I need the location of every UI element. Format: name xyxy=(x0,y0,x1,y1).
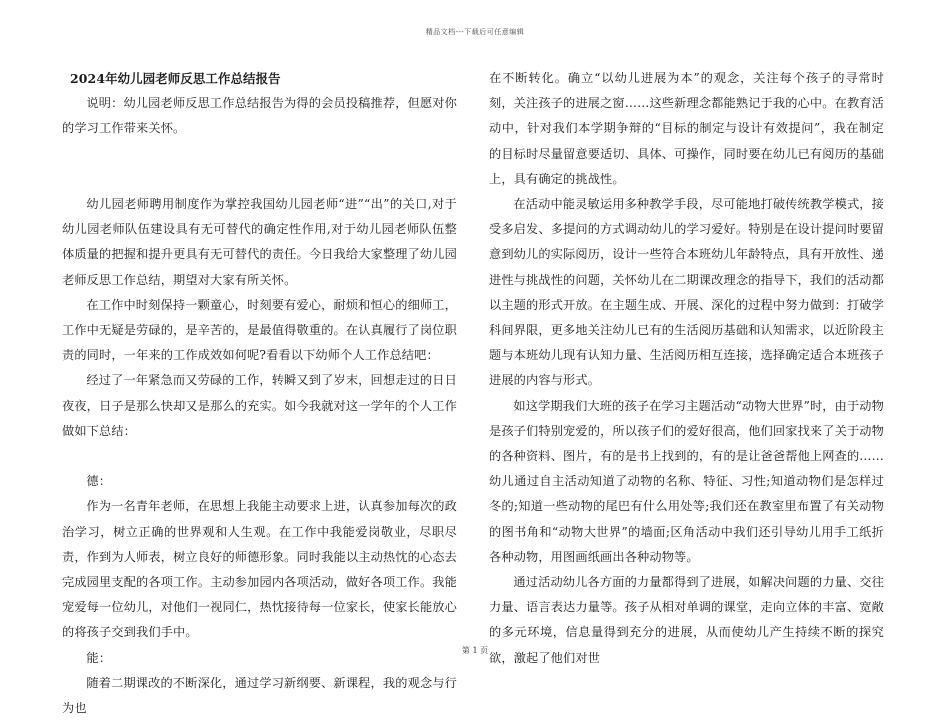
left-text-column xyxy=(62,66,457,721)
paragraph: 在工作中时刻保持一颗童心，时刻要有爱心，耐烦和恒心的细师工，工作中无疑是劳碌的，是辛苦的，是最值得敬重的。在认真履行了岗位职责的同时，一年来的工作成效如何呢?看看以下幼师个人工作总结吧： xyxy=(62,297,457,363)
paragraph: 作为一名青年老师，在思想上我能主动要求上进，认真参加每次的政治学习，树立正确的世界观和人生观。在工作中我能爱岗敬业，尽职尽责，作到为人师表，树立良好的师德形象。同时我能以主动热忱的心态去完成园里支配的各项工作。主动参加园内各项活动，做好各项工作。我能宠爱每一位幼儿，对他们一视同仁，热忱接待每一位家长，使家长能放心的将孩子交到我们手中。 xyxy=(62,499,457,640)
paragraph-intro: 说明：幼儿园老师反思工作总结报告为得的会员投稿推荐，但愿对你的学习工作带来关怀。 xyxy=(62,96,457,136)
blank-line xyxy=(62,142,457,167)
paragraph: 经过了一年紧急而又劳碌的工作，转瞬又到了岁末，回想走过的日日夜夜，日子是那么快却又是那么的充实。如今我就对这一学年的个人工作做如下总结： xyxy=(62,373,457,438)
paragraph: 随着二期课改的不断深化，通过学习新纲要、新课程，我的观念与行为也 xyxy=(62,675,457,716)
blank-line xyxy=(62,167,457,192)
paragraph: 幼儿园老师聘用制度作为掌控我国幼儿园老师“进”“出”的关口,对于幼儿园老师队伍建设具有无可替代的确定性作用,对于幼儿园老师队伍整体质量的把握和提升更具有无可替代的责任。今日我给大家整理了幼儿园老师反思工作总结，期望对大家有所关怀。 xyxy=(62,196,457,287)
paragraph: 如这学期我们大班的孩子在学习主题活动“动物大世界”时，由于动物是孩子们特别宠爱的，所以孩子们的爱好很高，他们回家找来了关于动物的各种资料、图片，有的是书上找到的，有的是让爸爸帮他上网查的……幼儿通过自主活动知道了动物的名称、特征、习性;知道动物们是怎样过冬的;知道一些动物的尾巴有什么用处等;我们还在教室里布置了有关动物的图书角和“动物大世界”的墙面;区角活动中我们还引导幼儿用手工纸折各种动物，用图画纸画出各种动物等。 xyxy=(489,398,884,564)
right-text-column xyxy=(489,66,884,671)
paragraph-continued: 在不断转化。确立“以幼儿进展为本”的观念，关注每个孩子的寻常时刻，关注孩子的进展之窗……这些新理念都能熟记于我的心中。在教育活动中，针对我们本学期争辩的“目标的制定与设计有效提问”，我在制定的目标时尽量留意要适切、具体、可操作，同时要在幼儿已有阅历的基础上，具有确定的挑战性。 xyxy=(489,71,884,186)
paragraph: 通过活动幼儿各方面的力量都得到了进展，如解决问题的力量、交往力量、语言表达力量等。孩子从相对单调的课堂，走向立体的丰富、宽敞的多元环境，信息量得到充分的进展，从而使幼儿产生持续不断的探究欲，激起了他们对世 xyxy=(489,575,884,665)
document-title: 2024年幼儿园老师反思工作总结报告 xyxy=(70,71,281,86)
section-heading-de: 德： xyxy=(86,474,112,489)
page-number: 第 1 页 xyxy=(461,646,489,655)
blank-line xyxy=(62,444,457,469)
page-header-note: 精品文档---下载后可任意编辑 xyxy=(425,28,525,36)
section-heading-neng: 能： xyxy=(86,650,112,665)
paragraph: 在活动中能灵敏运用多种教学手段，尽可能地打破传统教学模式，接受多启发、多提问的方式调动幼儿的学习爱好。特别是在设计提问时要留意到幼儿的实际阅历，设计一些符合本班幼儿年龄特点，具有开放性、递进性与挑战性的问题，关怀幼儿在二期课改理念的指导下，我们的活动都以主题的形式开放。在主题生成、开展、深化的过程中努力做到：打破学科间界限，更多地关注幼儿已有的生活阅历基础和认知需求，以近阶段主题与本班幼儿现有认知力量、生活阅历相互连接，选择确定适合本班孩子进展的内容与形式。 xyxy=(489,197,884,388)
